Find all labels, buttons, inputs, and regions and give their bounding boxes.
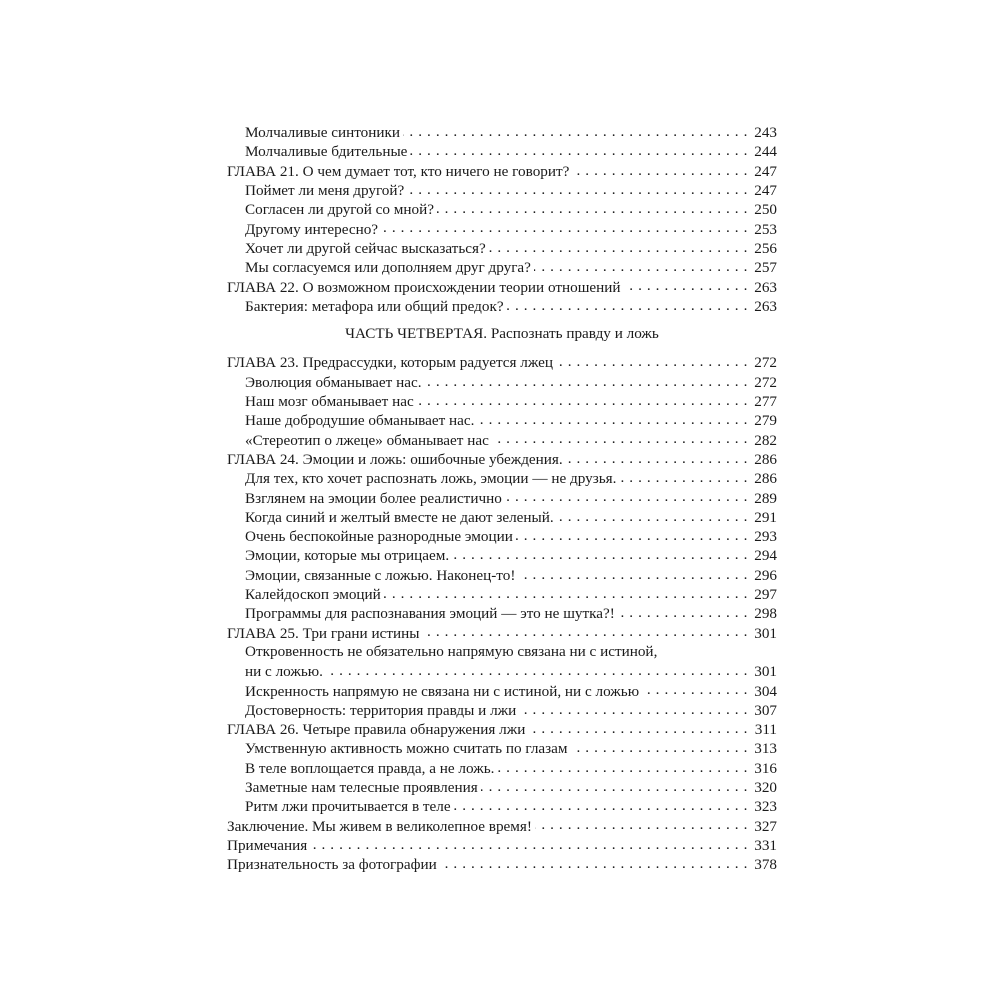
- toc-section-entry: [227, 238, 777, 257]
- toc-dot-leader: [407, 180, 748, 195]
- toc-entry-title: Заключение. Мы живем в великолепное время!: [227, 817, 532, 835]
- toc-section-entry: [227, 487, 777, 506]
- toc-section-entry: [227, 603, 777, 622]
- toc-dot-leader: [571, 738, 749, 753]
- toc-page-number: 272: [754, 354, 777, 372]
- toc-page-number: 286: [754, 470, 777, 488]
- toc-dot-leader: [624, 276, 748, 291]
- toc-page-number: 277: [754, 393, 777, 411]
- toc-chapter-entry: [227, 835, 777, 854]
- toc-dot-leader: [489, 238, 748, 253]
- toc-section-entry: [227, 584, 777, 603]
- toc-section-entry: [227, 680, 777, 699]
- toc-entry-title: Ритм лжи прочитывается в теле: [245, 798, 451, 816]
- toc-section-entry: [227, 565, 777, 584]
- toc-page-number: 244: [754, 143, 777, 161]
- toc-page-number: 253: [754, 220, 777, 238]
- part-heading: ЧАСТЬ ЧЕТВЕРТАЯ. Распознать правду и ложь: [345, 324, 659, 342]
- toc-entry-title: Искренность напрямую не связана ни с истиной, ни с ложью: [245, 682, 640, 700]
- toc-page-number: 247: [754, 182, 777, 200]
- toc-dot-leader: [528, 719, 748, 734]
- toc-dot-leader: [410, 141, 748, 156]
- toc-dot-leader: [310, 835, 748, 850]
- toc-page-number: 247: [754, 162, 777, 180]
- toc-section-entry: [227, 468, 777, 487]
- toc-page-number: 331: [754, 836, 777, 854]
- toc-entry-title: Бактерия: метафора или общий предок?: [245, 297, 504, 315]
- toc-entry-title: Наше добродушие обманывает нас.: [245, 412, 475, 430]
- toc-entry-title: Признательность за фотографии: [227, 856, 437, 874]
- toc-entry-title: Примечания: [227, 836, 308, 854]
- toc-section-entry: [227, 545, 777, 564]
- toc-chapter-entry: [227, 719, 777, 738]
- toc-section-entry: [227, 738, 777, 757]
- toc-dot-leader: [492, 429, 748, 444]
- toc-entry-title: ГЛАВА 26. Четыре правила обнаружения лжи: [227, 721, 526, 739]
- toc-dot-leader: [454, 796, 748, 811]
- toc-section-entry: [227, 661, 777, 680]
- toc-entry-title: Калейдоскоп эмоций: [245, 586, 381, 604]
- toc-page-number: 291: [754, 508, 777, 526]
- toc-chapter-entry: [227, 352, 777, 371]
- toc-dot-leader: [619, 468, 748, 483]
- toc-page-number: 323: [754, 798, 777, 816]
- toc-entry-title: Когда синий и желтый вместе не дают зеленый.: [245, 508, 554, 526]
- toc-entry-title: Эмоции, связанные с ложью. Наконец-то!: [245, 566, 516, 584]
- toc-section-entry: [227, 391, 777, 410]
- toc-section-entry: [227, 758, 777, 777]
- toc-entry-title: Взглянем на эмоции более реалистично: [245, 489, 502, 507]
- toc-page-number: 272: [754, 373, 777, 391]
- toc-entry-title: В теле воплощается правда, а не ложь.: [245, 759, 495, 777]
- toc-dot-leader: [516, 526, 748, 541]
- toc-dot-leader: [422, 622, 748, 637]
- toc-dot-leader: [505, 487, 748, 502]
- toc-dot-leader: [556, 352, 748, 367]
- toc-dot-leader: [440, 854, 748, 869]
- toc-entry-title: «Стереотип о лжеце» обманывает нас: [245, 431, 489, 449]
- toc-dot-leader: [557, 507, 748, 522]
- toc-entry-title: Хочет ли другой сейчас высказаться?: [245, 239, 486, 257]
- toc-section-entry: [227, 180, 777, 199]
- toc-section-top: [227, 122, 777, 315]
- toc-dot-leader: [326, 661, 748, 676]
- toc-dot-leader: [437, 199, 748, 214]
- toc-entry-title: ни с ложью.: [245, 663, 323, 681]
- toc-chapter-entry: [227, 622, 777, 641]
- toc-section-entry: [227, 429, 777, 448]
- toc-chapter-entry: [227, 815, 777, 834]
- toc-section-entry: [227, 507, 777, 526]
- toc-section-bottom: [227, 352, 777, 873]
- toc-entry-title: Молчаливые бдительные: [245, 143, 408, 161]
- toc-entry-title: ГЛАВА 21. О чем думает тот, кто ничего не говорит?: [227, 162, 570, 180]
- toc-page-number: 304: [754, 682, 777, 700]
- toc-entry-title: Мы согласуемся или дополняем друг друга?: [245, 259, 531, 277]
- toc-entry-title: Молчаливые синтоники: [245, 124, 401, 142]
- toc-page-number: 279: [754, 412, 777, 430]
- toc-entry-title: Программы для распознавания эмоций — это не шутка?!: [245, 605, 615, 623]
- toc-page-number: 313: [754, 740, 777, 758]
- toc-dot-leader: [481, 777, 748, 792]
- toc-dot-leader: [381, 218, 748, 233]
- toc-entry-title: Для тех, кто хочет распознать ложь, эмоции — не друзья.: [245, 470, 617, 488]
- toc-dot-leader: [403, 122, 748, 137]
- toc-page-number: 250: [754, 201, 777, 219]
- toc-section-entry: [227, 642, 777, 661]
- toc-dot-leader: [566, 449, 748, 464]
- toc-dot-leader: [534, 257, 748, 272]
- toc-entry-title: ГЛАВА 22. О возможном происхождении теории отношений: [227, 278, 621, 296]
- toc-section-entry: [227, 410, 777, 429]
- toc-dot-leader: [518, 565, 748, 580]
- toc-page-number: 282: [754, 431, 777, 449]
- toc-entry-title: Эмоции, которые мы отрицаем.: [245, 547, 450, 565]
- toc-dot-leader: [477, 410, 748, 425]
- toc-dot-leader: [618, 603, 748, 618]
- toc-chapter-entry: [227, 161, 777, 180]
- toc-section-entry: [227, 526, 777, 545]
- toc-section-entry: [227, 372, 777, 391]
- toc-section-entry: [227, 141, 777, 160]
- toc-page-number: 320: [754, 778, 777, 796]
- toc-dot-leader: [452, 545, 748, 560]
- toc-entry-title: ГЛАВА 23. Предрассудки, которым радуется лжец: [227, 354, 554, 372]
- toc-page-number: 293: [754, 528, 777, 546]
- toc-page-number: 316: [754, 759, 777, 777]
- toc-page-number: 297: [754, 586, 777, 604]
- toc-page-number: 301: [754, 663, 777, 681]
- toc-chapter-entry: [227, 449, 777, 468]
- toc-page-number: 301: [754, 624, 777, 642]
- toc-page-number: 307: [754, 701, 777, 719]
- toc-section-entry: [227, 218, 777, 237]
- toc-section-entry: [227, 777, 777, 796]
- toc-page-number: 263: [754, 278, 777, 296]
- toc-entry-title: Умственную активность можно считать по глазам: [245, 740, 568, 758]
- toc-section-entry: [227, 796, 777, 815]
- toc-dot-leader: [425, 372, 749, 387]
- toc-dot-leader: [535, 815, 748, 830]
- toc-page-number: 263: [754, 297, 777, 315]
- toc-entry-title: Откровенность не обязательно напрямую связана ни с истиной,: [245, 642, 658, 660]
- toc-section-entry: [227, 257, 777, 276]
- toc-dot-leader: [519, 700, 748, 715]
- toc-entry-title: Очень беспокойные разнородные эмоции: [245, 528, 513, 546]
- toc-section-entry: [227, 700, 777, 719]
- toc-page-number: 378: [754, 856, 777, 874]
- toc-entry-title: ГЛАВА 25. Три грани истины: [227, 624, 420, 642]
- toc-entry-title: ГЛАВА 24. Эмоции и ложь: ошибочные убеждения.: [227, 450, 563, 468]
- toc-page-number: 286: [754, 450, 777, 468]
- toc-entry-title: Поймет ли меня другой?: [245, 182, 405, 200]
- toc-page-number: 243: [754, 124, 777, 142]
- toc-section-entry: [227, 296, 777, 315]
- toc-page-number: 296: [754, 566, 777, 584]
- toc-page-number: 327: [754, 817, 777, 835]
- toc-dot-leader: [384, 584, 748, 599]
- toc-dot-leader: [572, 161, 748, 176]
- toc-chapter-entry: [227, 276, 777, 295]
- toc-entry-title: Эволюция обманывает нас.: [245, 373, 422, 391]
- toc-entry-title: Другому интересно?: [245, 220, 379, 238]
- toc-dot-leader: [507, 296, 748, 311]
- toc-page-number: 294: [754, 547, 777, 565]
- toc-page-number: 311: [754, 721, 777, 739]
- toc-dot-leader: [642, 680, 748, 695]
- toc-page-number: 256: [754, 239, 777, 257]
- toc-section-entry: [227, 199, 777, 218]
- toc-dot-leader: [497, 758, 748, 773]
- toc-chapter-entry: [227, 854, 777, 873]
- toc-entry-title: Согласен ли другой со мной?: [245, 201, 435, 219]
- toc-entry-title: Наш мозг обманывает нас: [245, 393, 414, 411]
- table-of-contents: [227, 122, 777, 873]
- toc-entry-title: Достоверность: территория правды и лжи: [245, 701, 517, 719]
- toc-page-number: 257: [754, 259, 777, 277]
- toc-dot-leader: [417, 391, 748, 406]
- toc-page-number: 298: [754, 605, 777, 623]
- toc-section-entry: [227, 122, 777, 141]
- toc-entry-title: Заметные нам телесные проявления: [245, 778, 478, 796]
- toc-page-number: 289: [754, 489, 777, 507]
